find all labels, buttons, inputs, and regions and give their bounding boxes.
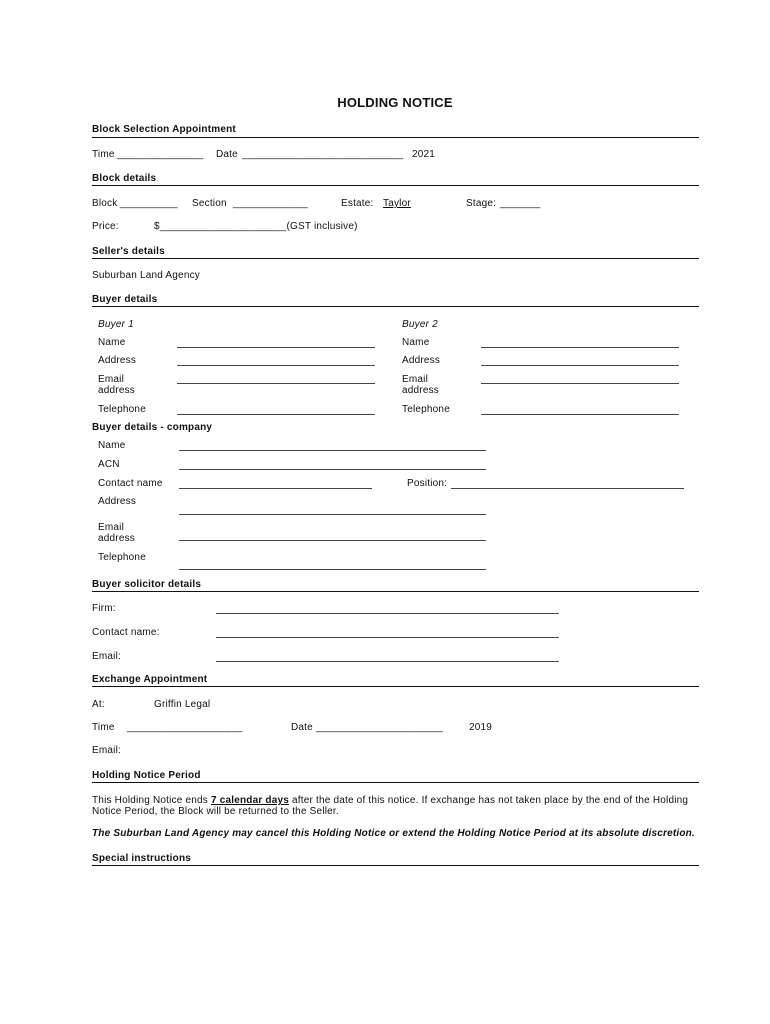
buyer2-name-field[interactable] [481, 347, 679, 348]
buyer1-email-label: Email [98, 374, 125, 385]
company-email-label-2: address [98, 533, 135, 544]
exchange-time-label: Time [92, 722, 115, 733]
seller-name: Suburban Land Agency [92, 270, 200, 281]
company-acn-label: ACN [98, 459, 120, 470]
buyer2-name-label: Name [402, 337, 430, 348]
time-field[interactable]: _______________ [117, 149, 204, 160]
section-rule [92, 258, 699, 259]
buyer2-email-label: Email [402, 374, 429, 385]
buyer1-name-label: Name [98, 337, 126, 348]
section-rule [92, 137, 699, 138]
buyer1-name-field[interactable] [177, 347, 375, 348]
section-field[interactable]: _____________ [233, 198, 308, 209]
buyer1-email-field[interactable] [177, 383, 375, 384]
buyer1-heading: Buyer 1 [98, 319, 134, 330]
page-title: HOLDING NOTICE [337, 95, 453, 110]
section-heading-holding-period: Holding Notice Period [92, 770, 201, 781]
exchange-date-label: Date [291, 722, 313, 733]
date-field[interactable]: ____________________________ [242, 149, 404, 160]
holding-period-text-start: This Holding Notice ends [92, 795, 211, 806]
company-email-field[interactable] [179, 540, 486, 541]
section-heading-seller: Seller's details [92, 246, 165, 257]
holding-period-days: 7 calendar days [210, 795, 289, 806]
exchange-time-field[interactable]: ____________________ [127, 722, 243, 733]
solicitor-firm-label: Firm: [92, 603, 116, 614]
section-rule [92, 865, 699, 866]
block-field[interactable]: __________ [120, 198, 178, 209]
section-heading-solicitor: Buyer solicitor details [92, 579, 202, 590]
exchange-at-value: Griffin Legal [154, 699, 211, 710]
buyer2-address-field[interactable] [481, 365, 679, 366]
year-text: 2021 [412, 149, 436, 160]
solicitor-contact-label: Contact name: [92, 627, 160, 638]
company-name-label: Name [98, 440, 126, 451]
stage-field[interactable]: _______ [500, 198, 541, 209]
company-contact-field[interactable] [179, 488, 372, 489]
buyer2-heading: Buyer 2 [402, 319, 438, 330]
company-address-label: Address [98, 496, 137, 507]
buyer1-address-label: Address [98, 355, 137, 366]
solicitor-email-field[interactable] [216, 661, 559, 662]
price-label: Price: [92, 221, 119, 232]
section-label: Section [192, 198, 227, 209]
company-position-field[interactable] [451, 488, 684, 489]
stage-label: Stage: [466, 198, 497, 209]
date-label: Date [216, 149, 238, 160]
section-rule [92, 185, 699, 186]
company-address-field[interactable] [179, 514, 486, 515]
block-label: Block [92, 198, 118, 209]
exchange-at-label: At: [92, 699, 105, 710]
buyer2-address-label: Address [402, 355, 441, 366]
buyer1-email-label-2: address [98, 385, 135, 396]
company-acn-field[interactable] [179, 469, 486, 470]
holding-disclaimer: The Suburban Land Agency may cancel this Holding Notice or extend the Holding Notice Period at its absolute discretion. [92, 828, 695, 839]
buyer1-telephone-label: Telephone [98, 404, 146, 415]
estate-label: Estate: [341, 198, 374, 209]
buyer1-telephone-field[interactable] [177, 414, 375, 415]
section-heading-buyer: Buyer details [92, 294, 158, 305]
company-position-label: Position: [407, 478, 448, 489]
section-heading-buyer-company: Buyer details - company [92, 422, 213, 433]
section-heading-block-details: Block details [92, 173, 157, 184]
holding-period-text-end: after the date of this notice. If exchange has not taken place by the end of the Holding Notice Period, the Block will be returned to the Seller. [92, 795, 689, 817]
price-field[interactable]: $______________________(GST inclusive) [154, 221, 358, 232]
buyer2-email-field[interactable] [481, 383, 679, 384]
exchange-date-field[interactable]: ______________________ [316, 722, 443, 733]
solicitor-contact-field[interactable] [216, 637, 559, 638]
section-rule [92, 782, 699, 783]
time-label: Time [92, 149, 115, 160]
estate-value: Taylor [383, 198, 411, 209]
buyer2-telephone-field[interactable] [481, 414, 679, 415]
buyer1-address-field[interactable] [177, 365, 375, 366]
buyer2-email-label-2: address [402, 385, 439, 396]
buyer2-telephone-label: Telephone [402, 404, 450, 415]
solicitor-firm-field[interactable] [216, 613, 559, 614]
company-contact-label: Contact name [98, 478, 163, 489]
company-telephone-field[interactable] [179, 569, 486, 570]
section-heading-special: Special instructions [92, 853, 192, 864]
company-name-field[interactable] [179, 450, 486, 451]
exchange-year-text: 2019 [469, 722, 493, 733]
section-rule [92, 306, 699, 307]
section-rule [92, 686, 699, 687]
company-email-label: Email [98, 522, 125, 533]
solicitor-email-label: Email: [92, 651, 121, 662]
exchange-email-label: Email: [92, 745, 121, 756]
section-heading-block-selection: Block Selection Appointment [92, 124, 236, 135]
section-heading-exchange: Exchange Appointment [92, 674, 208, 685]
section-rule [92, 591, 699, 592]
company-telephone-label: Telephone [98, 552, 146, 563]
holding-period-text [92, 795, 692, 817]
